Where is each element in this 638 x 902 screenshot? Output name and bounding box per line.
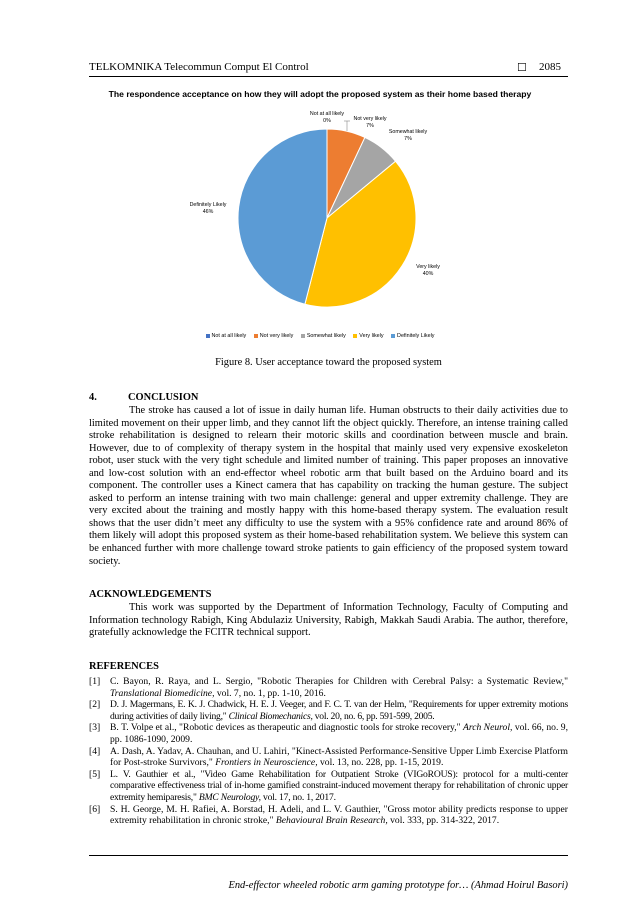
reference-text xyxy=(110,804,568,827)
label-cat-1: Not very likely xyxy=(353,116,387,122)
label-cat-3: Very likely xyxy=(416,264,440,270)
label-cat-4: Definitely Likely xyxy=(189,202,227,208)
reference-text xyxy=(110,722,568,745)
reference-number: [2] xyxy=(89,699,101,711)
reference-body: A. Dash, A. Yadav, A. Chauhan, and U. Lahiri, "Kinect-Assisted Performance-Sensitive Upper Limb Exercise Platform for Post-stroke Survivors," xyxy=(110,745,568,769)
reference-item xyxy=(89,769,568,804)
reference-venue: Translational Biomedicine, xyxy=(110,687,215,699)
reference-item xyxy=(89,676,568,699)
reference-body: L. V. Gauthier et al., "Video Game Rehabilitation for Outpatient Stroke (VIGoROUS): protocol for a multi-center comparative effectiveness trial of in-home gamified constraint-induced movement therapy for rehabilitation of chronic upper extremity hemiparesis," xyxy=(110,768,568,803)
reference-body: D. J. Magermans, E. K. J. Chadwick, H. E. J. Veeger, and F. C. T. van der Helm, "Requirements for upper extremity motions during activities of daily living," xyxy=(110,699,568,722)
checkbox-icon: ☐ xyxy=(517,62,527,74)
legend-item xyxy=(391,333,434,339)
footer-running-title: End-effector wheeled robotic arm gaming prototype for… (Ahmad Hoirul Basori) xyxy=(228,880,568,891)
running-head: TELKOMNIKA Telecommun Comput El Control xyxy=(89,61,309,73)
reference-text xyxy=(110,676,568,699)
legend-swatch xyxy=(391,334,395,338)
reference-text xyxy=(110,769,568,804)
label-cat-2: Somewhat likely xyxy=(388,129,428,135)
legend-label: Not very likely xyxy=(259,333,294,339)
reference-details: vol. 13, no. 228, pp. 1-15, 2019. xyxy=(317,757,444,769)
reference-details: vol. 7, no. 1, pp. 1-10, 2016. xyxy=(214,687,326,699)
reference-body: B. T. Volpe et al., "Robotic devices as therapeutic and diagnostic tools for stroke recovery," xyxy=(110,722,463,734)
label-cat-0: Not at all likely xyxy=(309,111,345,117)
reference-number: [3] xyxy=(89,722,101,734)
label-val-3: 40% xyxy=(422,271,434,277)
footer-rule xyxy=(89,855,568,856)
page-number: 2085 xyxy=(539,61,561,73)
legend-label: Somewhat likely xyxy=(306,333,346,339)
legend-swatch xyxy=(206,334,210,338)
conclusion-text: The stroke has caused a lot of issue in daily human life. Human obstructs to their daily activities due to limited movement on their upper limb, and they cannot lift the object quickly. Therefore, an intense training called stroke rehabilitation is designed to relearn their motoric skills and coordination between muscle and brain. However, due to of complexity of therapy system in the hospital that mainly used very expensive exoskeleton robot, user stuck with the very tight schedule and limited number of training. This paper proposes an innovative and low-cost solution with an end-effector wheel robotic arm that built based on the Arduino board and its component. The controller uses a Kinect camera that has capability on tracking the human gesture. The subject asked to perform an intense training with two main challenge: general and upper extremity challenge. They are very excited about the training and mostly happy with this home-based therapy system. The evaluation result shows that the user didn’t meet any difficulty to use the system with a 95% confidence rate and around 86% of them likely will adopt this proposed system as their home-based rehabilitation system. We believe this system can be enhanced further with more challenge toward stroke patients to gain efficiency of the proposed system toward society. xyxy=(89,405,568,567)
reference-venue: BMC Neurology, xyxy=(198,791,261,803)
reference-text xyxy=(110,699,568,722)
references-list xyxy=(89,676,568,827)
conclusion-paragraph xyxy=(89,405,568,568)
references-title: REFERENCES xyxy=(89,661,159,672)
reference-number: [5] xyxy=(89,768,101,780)
reference-item xyxy=(89,722,568,745)
reference-number: [4] xyxy=(89,745,101,757)
acknowledgements-title: ACKNOWLEDGEMENTS xyxy=(89,589,212,600)
reference-details: vol. 20, no. 6, pp. 591-599, 2005. xyxy=(312,710,435,722)
reference-item xyxy=(89,699,568,722)
legend-item xyxy=(353,333,383,339)
figure-caption: Figure 8. User acceptance toward the proposed system xyxy=(215,357,442,368)
reference-item xyxy=(89,804,568,827)
chart-title: The respondence acceptance on how they will adopt the proposed system as their home based therapy xyxy=(108,89,532,99)
reference-body: S. H. George, M. H. Rafiei, A. Borstad, H. Adeli, and L. V. Gauthier, "Gross motor ability predicts response to upper extremity rehabilitation in chronic stroke," xyxy=(110,803,568,827)
legend-label: Very likely xyxy=(359,333,384,339)
acknowledgements-paragraph xyxy=(89,602,568,640)
reference-details: vol. 333, pp. 314-322, 2017. xyxy=(387,815,500,827)
legend-swatch xyxy=(254,334,258,338)
reference-number: [1] xyxy=(89,676,101,687)
section-number: 4. xyxy=(89,392,97,403)
reference-venue: Behavioural Brain Research, xyxy=(275,815,388,827)
reference-number: [6] xyxy=(89,803,101,815)
reference-details: vol. 17, no. 1, 2017. xyxy=(260,791,336,803)
legend-label: Not at all likely xyxy=(211,333,247,339)
legend-swatch xyxy=(301,334,305,338)
legend-swatch xyxy=(353,334,357,338)
reference-venue: Arch Neurol, xyxy=(462,722,513,734)
label-val-2: 7% xyxy=(404,136,412,142)
reference-details: vol. 66, no. 9, pp. 1086-1090, 2009. xyxy=(110,722,568,745)
label-leader-lines xyxy=(0,0,638,345)
reference-item xyxy=(89,746,568,769)
reference-venue: Frontiers in Neuroscience, xyxy=(215,757,318,769)
label-val-4: 46% xyxy=(202,209,214,215)
reference-body: C. Bayon, R. Raya, and L. Sergio, "Robotic Therapies for Children with Cerebral Palsy: a Systematic Review," xyxy=(110,676,568,687)
reference-text xyxy=(110,746,568,769)
section-title: CONCLUSION xyxy=(128,392,199,403)
acknowledgements-text: This work was supported by the Department of Information Technology, Faculty of Computing and Information technology Rabigh, King Abdulaziz University, Rabigh, Makkah Saudi Arabia. The author, therefore, gratefully acknowledge the FCITR technical support. xyxy=(89,602,568,639)
label-val-1: 7% xyxy=(366,123,374,129)
chart-legend xyxy=(150,333,490,339)
label-val-0: 0% xyxy=(323,118,331,124)
legend-item xyxy=(254,333,294,339)
legend-item xyxy=(206,333,247,339)
reference-venue: Clinical Biomechanics, xyxy=(228,710,313,722)
legend-label: Definitely Likely xyxy=(397,333,435,339)
legend-item xyxy=(301,333,346,339)
